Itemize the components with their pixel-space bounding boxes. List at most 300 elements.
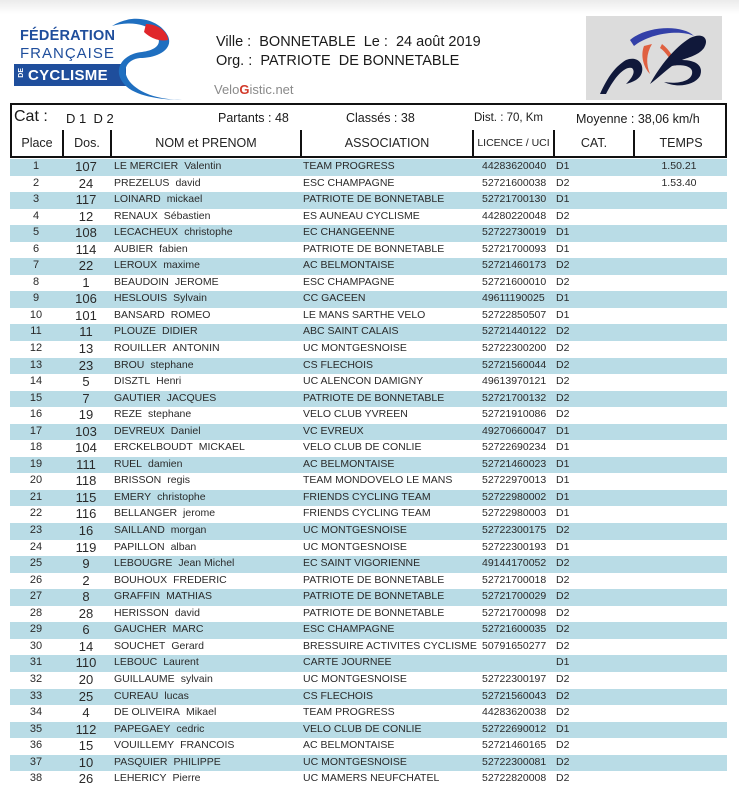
cell-association: TEAM PROGRESS [303, 706, 395, 719]
cell-licence: 52722690012 [482, 722, 547, 735]
cell-licence: 52721460173 [482, 259, 547, 272]
rider-firstname: lucas [164, 689, 189, 702]
cell-dossard: 25 [78, 688, 94, 704]
average-speed-label: Moyenne : [576, 112, 638, 126]
rider-firstname: Henri [156, 375, 182, 388]
rider-firstname: Pierre [172, 772, 201, 785]
cell-association: PATRIOTE DE BONNETABLE [303, 573, 445, 586]
rider-surname: PREZELUS [114, 176, 170, 189]
table-row [10, 358, 727, 375]
cell-nom-prenom [114, 557, 234, 569]
ffc-logo [14, 14, 192, 102]
cell-category: D2 [556, 176, 570, 189]
cell-dossard: 4 [82, 705, 90, 721]
cell-place: 13 [29, 358, 43, 371]
club-logo [586, 16, 722, 100]
cell-place: 7 [32, 259, 40, 272]
cell-category: D1 [556, 656, 570, 669]
cell-dossard: 104 [75, 440, 97, 456]
cell-nom-prenom [114, 193, 202, 205]
cell-nom-prenom [114, 623, 203, 635]
results-rows [10, 159, 727, 788]
cell-association: ESC CHAMPAGNE [303, 623, 395, 636]
cell-licence: 44283620040 [482, 160, 547, 172]
rider-firstname: sylvain [180, 672, 213, 685]
cell-nom-prenom [114, 458, 182, 470]
average-speed-value: 38,06 km/h [637, 112, 700, 126]
cell-nom-prenom [114, 392, 216, 404]
cell-category: D1 [556, 722, 570, 735]
rider-surname: LEBOUC [114, 656, 158, 669]
rider-surname: DE OLIVEIRA [114, 706, 180, 719]
rider-surname: LE MERCIER [114, 160, 179, 172]
cell-association: CARTE JOURNEE [303, 656, 392, 669]
column-header-place: Place [12, 130, 64, 156]
table-row [10, 556, 727, 573]
cell-association: VC EVREUX [303, 424, 364, 437]
cell-nom-prenom [114, 474, 190, 486]
cell-place: 15 [29, 391, 43, 404]
rider-firstname: Gerard [171, 639, 205, 652]
table-row [10, 192, 727, 209]
cell-temps: 1.50.21 [661, 160, 697, 172]
cell-association: ABC SAINT CALAIS [303, 325, 399, 338]
header-organisateur: Org. : PATRIOTE DE BONNETABLE [216, 53, 460, 69]
rider-firstname: cedric [176, 722, 205, 735]
cell-association: TEAM MONDOVELO LE MANS [303, 474, 453, 487]
cell-licence: 52721600010 [482, 275, 547, 288]
cell-association: LE MANS SARTHE VELO [303, 308, 426, 321]
ffc-logo-line1: FÉDÉRATION [20, 28, 116, 44]
velogistic-prefix: Velo [214, 82, 240, 97]
cell-nom-prenom [114, 772, 201, 784]
cell-association: VELO CLUB DE CONLIE [303, 441, 422, 454]
cell-nom-prenom [114, 160, 221, 172]
rider-firstname: DIDIER [162, 325, 198, 338]
cell-place: 1 [32, 160, 40, 172]
cell-nom-prenom [114, 309, 210, 321]
cell-category: D1 [556, 424, 570, 437]
cell-dossard: 15 [78, 738, 94, 754]
cell-place: 6 [32, 242, 40, 255]
cell-licence: 49144170052 [482, 557, 547, 570]
cell-dossard: 107 [75, 159, 97, 174]
table-row [10, 209, 727, 226]
cell-category: D2 [556, 275, 570, 288]
rider-firstname: Valentin [184, 160, 222, 172]
ffc-cyclist-swoosh-icon [94, 14, 194, 102]
cell-licence: 52722980003 [482, 507, 547, 520]
cell-licence: 52722300175 [482, 524, 547, 537]
cell-place: 24 [29, 540, 43, 553]
cell-licence: 52721700098 [482, 606, 547, 619]
cell-category: D1 [556, 474, 570, 487]
cell-dossard: 2 [82, 572, 90, 588]
cell-nom-prenom [114, 375, 181, 387]
cell-association: PATRIOTE DE BONNETABLE [303, 606, 445, 619]
rider-surname: HERISSON [114, 606, 169, 619]
cell-association: FRIENDS CYCLING TEAM [303, 490, 431, 503]
cell-place: 33 [29, 689, 43, 702]
cell-temps: 1.53.40 [661, 176, 697, 189]
ffc-logo-line3: CYCLISME [28, 67, 108, 84]
cell-licence: 49613970121 [482, 375, 547, 388]
cell-place: 16 [29, 408, 43, 421]
rider-surname: PAPEGAEY [114, 722, 171, 735]
rider-surname: REZE [114, 408, 143, 421]
cell-category: D1 [556, 160, 570, 172]
rider-firstname: morgan [170, 524, 207, 537]
cell-licence: 52722690234 [482, 441, 547, 454]
cell-nom-prenom [114, 491, 206, 503]
column-header-cat: CAT. [555, 130, 635, 156]
rider-surname: PASQUIER [114, 755, 168, 768]
ffc-logo-line2: FRANÇAISE [20, 45, 115, 62]
rider-firstname: fabien [159, 242, 188, 255]
cell-nom-prenom [114, 325, 198, 337]
rider-firstname: Sébastien [163, 209, 211, 222]
table-row [10, 755, 727, 772]
table-row [10, 722, 727, 739]
rider-firstname: mickael [166, 193, 203, 206]
cell-place: 9 [32, 292, 40, 305]
rider-firstname: PHILIPPE [173, 755, 221, 768]
rider-firstname: jerome [183, 507, 216, 520]
cell-dossard: 101 [75, 307, 97, 323]
cell-place: 27 [29, 590, 43, 603]
cell-nom-prenom [114, 756, 221, 768]
cell-association: PATRIOTE DE BONNETABLE [303, 193, 445, 206]
cell-place: 20 [29, 474, 43, 487]
cell-category: D2 [556, 689, 570, 702]
column-header-licence: LICENCE / UCI [474, 130, 555, 156]
table-row [10, 473, 727, 490]
header-ville-date: Ville : BONNETABLE Le : 24 août 2019 [216, 34, 481, 50]
rider-surname: RENAUX [114, 209, 158, 222]
cell-category: D2 [556, 375, 570, 388]
cell-category: D2 [556, 325, 570, 338]
cell-nom-prenom [114, 590, 212, 602]
cell-association: BRESSUIRE ACTIVITES CYCLISME [303, 639, 477, 652]
rider-firstname: MARC [172, 623, 204, 636]
cell-association: PATRIOTE DE BONNETABLE [303, 391, 445, 404]
cell-place: 25 [29, 557, 43, 570]
cell-dossard: 108 [75, 225, 97, 241]
rider-surname: CUREAU [114, 689, 159, 702]
cell-licence: 52721700018 [482, 573, 547, 586]
cell-association: UC ALENCON DAMIGNY [303, 375, 424, 388]
cell-place: 30 [29, 639, 43, 652]
cell-dossard: 110 [75, 655, 97, 671]
cell-category: D1 [556, 292, 570, 305]
rider-firstname: MATHIAS [166, 590, 212, 603]
rider-firstname: damien [148, 457, 183, 470]
cell-licence: 52722820008 [482, 772, 547, 785]
cell-licence: 52722850507 [482, 308, 547, 321]
cell-dossard: 106 [75, 291, 97, 307]
rider-firstname: christophe [184, 226, 233, 239]
cell-dossard: 119 [75, 539, 97, 555]
rider-surname: GRAFFIN [114, 590, 161, 603]
cell-category: D2 [556, 639, 570, 652]
table-row [10, 176, 727, 193]
cell-licence: 52722300193 [482, 540, 547, 553]
cell-nom-prenom [114, 690, 189, 702]
table-row [10, 242, 727, 259]
cell-place: 12 [29, 342, 43, 355]
column-header-temps: TEMPS [659, 136, 703, 150]
cell-category: D2 [556, 755, 570, 768]
cell-dossard: 19 [78, 407, 94, 423]
rider-surname: RUEL [114, 457, 143, 470]
cell-dossard: 26 [78, 771, 94, 787]
cell-category: D2 [556, 623, 570, 636]
velogistic-accent: G [239, 82, 250, 97]
cell-category: D1 [556, 507, 570, 520]
cell-dossard: 20 [78, 671, 94, 687]
cell-dossard: 12 [78, 208, 94, 224]
rider-surname: AUBIER [114, 242, 154, 255]
cell-nom-prenom [114, 425, 201, 437]
cell-dossard: 116 [75, 506, 97, 522]
cell-dossard: 28 [78, 605, 94, 621]
cell-dossard: 114 [75, 241, 97, 257]
cell-association: AC BELMONTAISE [303, 739, 395, 752]
table-row [10, 655, 727, 672]
rider-firstname: stephane [148, 408, 192, 421]
table-row [10, 738, 727, 755]
cell-nom-prenom [114, 607, 200, 619]
rider-firstname: Sylvain [173, 292, 207, 305]
cell-category: D2 [556, 209, 570, 222]
cell-place: 14 [29, 375, 43, 388]
table-row [10, 457, 727, 474]
cell-licence: 52721460023 [482, 457, 547, 470]
table-row [10, 391, 727, 408]
cell-association: PATRIOTE DE BONNETABLE [303, 590, 445, 603]
top-bar [0, 0, 739, 14]
rider-firstname: christophe [157, 490, 206, 503]
cell-licence: 52721440122 [482, 325, 547, 338]
cell-place: 8 [32, 275, 40, 288]
rider-surname: ROUILLER [114, 342, 167, 355]
cell-dossard: 23 [78, 357, 94, 373]
cell-association: ESC CHAMPAGNE [303, 275, 395, 288]
table-row [10, 374, 727, 391]
cell-association: CS FLECHOIS [303, 358, 374, 371]
cell-nom-prenom [114, 408, 191, 420]
cell-dossard: 22 [78, 258, 94, 274]
cell-association: UC MAMERS NEUFCHATEL [303, 772, 440, 785]
cell-association: EC CHANGEENNE [303, 226, 395, 239]
race-distance: Dist. : 70, Km [474, 112, 544, 124]
cell-licence: 52722730019 [482, 226, 547, 239]
cell-category: D2 [556, 557, 570, 570]
rider-surname: PAPILLON [114, 540, 165, 553]
cell-nom-prenom [114, 342, 220, 354]
table-row [10, 689, 727, 706]
cell-licence: 49611190025 [482, 292, 545, 305]
cell-association: UC MONTGESNOISE [303, 524, 407, 537]
cell-category: D1 [556, 308, 570, 321]
cell-place: 34 [29, 706, 43, 719]
rider-surname: LEHERICY [114, 772, 167, 785]
cell-licence: 52721700029 [482, 590, 547, 603]
cell-dossard: 9 [82, 556, 90, 572]
cell-nom-prenom [114, 706, 216, 718]
cell-nom-prenom [114, 292, 207, 304]
rider-firstname: maxime [163, 259, 200, 272]
rider-firstname: Mikael [185, 706, 217, 719]
cell-place: 18 [29, 441, 43, 454]
cell-licence: 52722300200 [482, 342, 547, 355]
cell-nom-prenom [114, 276, 219, 288]
cell-nom-prenom [114, 243, 188, 255]
cell-licence: 52722980002 [482, 490, 547, 503]
table-row [10, 258, 727, 275]
cell-association: CC GACEEN [303, 292, 366, 305]
cell-association: AC BELMONTAISE [303, 457, 395, 470]
partants-count: Partants : 48 [218, 111, 289, 125]
cell-nom-prenom [114, 259, 200, 271]
cell-licence: 52722970013 [482, 474, 547, 487]
rider-surname: LOINARD [114, 193, 161, 206]
cell-association: FRIENDS CYCLING TEAM [303, 507, 431, 520]
cell-association: ESC CHAMPAGNE [303, 176, 395, 189]
cell-place: 2 [32, 176, 40, 189]
table-row [10, 771, 727, 788]
rider-surname: LECACHEUX [114, 226, 179, 239]
cell-category: D2 [556, 342, 570, 355]
cell-nom-prenom [114, 226, 233, 238]
cell-licence: 52721560044 [482, 358, 547, 371]
cell-category: D1 [556, 193, 570, 206]
table-row [10, 705, 727, 722]
table-row [10, 324, 727, 341]
cell-place: 32 [29, 672, 43, 685]
rider-surname: DISZTL [114, 375, 151, 388]
rider-surname: LEROUX [114, 259, 158, 272]
cell-place: 28 [29, 606, 43, 619]
cell-nom-prenom [114, 177, 201, 189]
race-info-row [10, 103, 727, 132]
table-row [10, 159, 727, 176]
table-row [10, 639, 727, 656]
rider-firstname: JACQUES [166, 391, 217, 404]
cell-dossard: 10 [78, 754, 94, 770]
cell-dossard: 1 [82, 274, 90, 290]
category-label: Cat : [14, 108, 48, 125]
cell-category: D2 [556, 358, 570, 371]
cell-place: 19 [29, 457, 43, 470]
cell-place: 22 [29, 507, 43, 520]
cell-nom-prenom [114, 723, 204, 735]
cell-place: 38 [29, 772, 43, 785]
rider-surname: BROU [114, 358, 145, 371]
table-row [10, 589, 727, 606]
table-row [10, 490, 727, 507]
cell-licence: 49270660047 [482, 424, 547, 437]
rider-firstname: david [174, 606, 200, 619]
table-row [10, 308, 727, 325]
cell-association: UC MONTGESNOISE [303, 672, 407, 685]
column-header-dossard: Dos. [64, 130, 112, 156]
rider-firstname: ROMEO [170, 308, 211, 321]
cell-place: 35 [29, 722, 43, 735]
rider-surname: VOUILLEMY [114, 739, 175, 752]
table-row [10, 672, 727, 689]
cell-licence: 52721910086 [482, 408, 547, 421]
rider-surname: DEVREUX [114, 424, 165, 437]
cell-category: D2 [556, 606, 570, 619]
rider-surname: ERCKELBOUDT [114, 441, 193, 454]
cell-place: 17 [29, 424, 43, 437]
club-pb-logo-icon [586, 16, 722, 100]
cell-association: VELO CLUB YVREEN [303, 408, 408, 421]
cell-category: D2 [556, 739, 570, 752]
velogistic-link[interactable] [214, 82, 294, 97]
cell-dossard: 111 [76, 456, 96, 472]
cell-category: D2 [556, 524, 570, 537]
rider-surname: GUILLAUME [114, 672, 175, 685]
rider-surname: HESLOUIS [114, 292, 168, 305]
cell-category: D1 [556, 441, 570, 454]
table-row [10, 341, 727, 358]
cell-association: UC MONTGESNOISE [303, 342, 407, 355]
rider-firstname: stephane [150, 358, 194, 371]
cell-association: TEAM PROGRESS [303, 160, 395, 172]
rider-surname: BANSARD [114, 308, 165, 321]
ffc-logo-de: DE [18, 68, 25, 78]
cell-dossard: 13 [78, 341, 94, 357]
cell-category: D1 [556, 226, 570, 239]
cell-association: ES AUNEAU CYCLISME [303, 209, 420, 222]
cell-dossard: 24 [78, 175, 94, 191]
cell-category: D2 [556, 706, 570, 719]
cell-category: D2 [556, 573, 570, 586]
cell-category: D1 [556, 457, 570, 470]
rider-surname: EMERY [114, 490, 152, 503]
cell-dossard: 117 [75, 192, 97, 208]
table-row [10, 424, 727, 441]
cell-dossard: 112 [75, 721, 97, 737]
average-speed [576, 112, 700, 126]
cell-dossard: 7 [82, 390, 90, 406]
cell-category: D2 [556, 672, 570, 685]
rider-surname: BOUHOUX [114, 573, 168, 586]
cell-place: 4 [32, 209, 40, 222]
cell-dossard: 118 [75, 473, 97, 489]
cell-association: PATRIOTE DE BONNETABLE [303, 242, 445, 255]
cell-place: 10 [29, 308, 43, 321]
cell-licence: 52721700093 [482, 242, 547, 255]
cell-dossard: 14 [78, 638, 94, 654]
rider-firstname: Jean Michel [178, 557, 235, 570]
rider-surname: BELLANGER [114, 507, 178, 520]
rider-firstname: Laurent [163, 656, 199, 669]
table-row [10, 407, 727, 424]
cell-dossard: 8 [82, 589, 90, 605]
cell-place: 3 [32, 193, 40, 206]
rider-firstname: Daniel [170, 424, 201, 437]
cell-nom-prenom [114, 640, 204, 652]
cell-dossard: 11 [79, 324, 93, 340]
cell-licence: 52722300197 [482, 672, 547, 685]
cell-association: UC MONTGESNOISE [303, 755, 407, 768]
cell-place: 29 [29, 623, 43, 636]
cell-place: 21 [29, 490, 43, 503]
rider-firstname: FREDERIC [173, 573, 227, 586]
